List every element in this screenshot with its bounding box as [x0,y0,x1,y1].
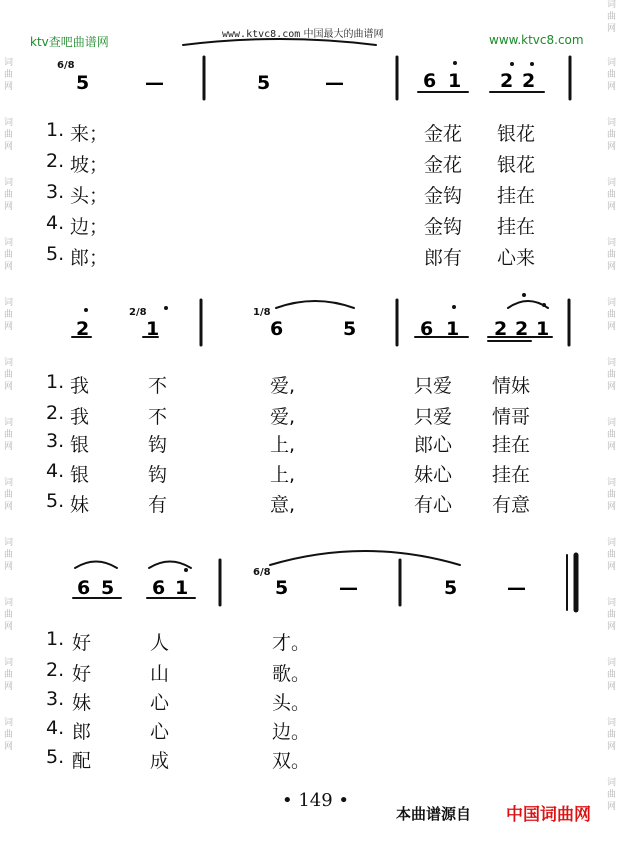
lyric-text: 成 [150,750,170,772]
time-signature: 6/8 [57,60,75,71]
lyric-text: 妹心 [414,464,453,486]
lyric-text: 边。 [272,721,311,743]
note: 1 [448,70,462,92]
lyric-text: 金花 [424,123,463,145]
verse-number: 3. [46,430,65,452]
note: 6 [152,577,166,599]
lyric-text: 我 [70,406,90,428]
lyric-text: 头。 [272,692,311,714]
verse-number: 1. [46,371,65,393]
lyric-text: 不 [148,375,168,397]
tie-slur [75,562,117,569]
lyric-text: 人 [150,632,170,654]
watermark-center-text: 中国最大的曲谱网 [303,29,384,40]
note-dash: — [145,72,164,94]
note: 2 [515,318,529,340]
note: 5 [343,318,357,340]
side-watermark-right: 词 曲 网 词 曲 网 词 曲 网 词 曲 网 词 曲 网 词 曲 网 词 曲 网 词 曲 网 词 曲 网 词 曲 网 词 曲 网 词 曲 网 词 曲 网 词 曲 网 [607,0,617,812]
note: 5 [257,72,271,94]
note: 2 [76,318,90,340]
lyric-text: 挂在 [492,464,531,486]
lyric-text: 银花 [497,154,536,176]
time-signature: 6/8 [253,567,271,578]
lyric-text: 坡； [70,154,109,176]
lyric-text: 心 [150,692,170,714]
side-watermark-left: 词 曲 网 词 曲 网 词 曲 网 词 曲 网 词 曲 网 词 曲 网 词 曲 网 词 曲 网 词 曲 网 词 曲 网 词 曲 网 词 曲 网 [4,58,14,752]
note: 6 [270,318,284,340]
verse-number: 2. [46,402,65,424]
note-dash: — [507,577,526,599]
source-site-link[interactable]: 中国词曲网 [506,805,591,825]
verse-number: 3. [46,688,65,710]
note-dash: — [339,577,358,599]
note: 2 [494,318,508,340]
verse-number: 5. [46,746,65,768]
note: 2 [522,70,536,92]
lyric-text: 不 [148,406,168,428]
lyric-text: 边； [70,216,109,238]
verse-number: 5. [46,243,65,265]
lyric-text: 来； [70,123,109,145]
lyric-text: 银 [70,434,90,456]
verse-number: 2. [46,150,65,172]
note: 6 [77,577,91,599]
lyric-text: 郎 [72,721,92,743]
lyric-text: 银 [70,464,90,486]
note: 5 [101,577,115,599]
lyric-text: 爱, [270,375,296,397]
note: 1 [446,318,460,340]
note: 5 [76,72,90,94]
lyric-text: 心 [150,721,170,743]
lyric-text: 上, [270,434,296,456]
lyric-text: 银花 [497,123,536,145]
lyric-text: 情妹 [492,375,531,397]
lyric-text: 上, [270,464,296,486]
lyric-text: 有心 [414,494,453,516]
lyric-text: 心来 [497,247,536,269]
lyric-text: 郎有 [424,247,463,269]
lyric-text: 山 [150,663,170,685]
time-signature: 1/8 [253,307,271,318]
verse-number: 4. [46,212,65,234]
lyric-text: 妹 [72,692,92,714]
tie-slur [276,301,354,308]
note: 1 [175,577,189,599]
verse-number: 1. [46,119,65,141]
note: 1 [146,318,160,340]
note: 5 [275,577,289,599]
lyric-text: 金钩 [424,185,463,207]
tie-slur [270,551,460,565]
page-number: • 149 • [282,790,350,811]
lyric-text: 郎心 [414,434,453,456]
lyric-text: 配 [72,750,92,772]
lyric-text: 只爱 [414,406,453,428]
lyric-text: 头； [70,185,109,207]
lyric-text: 有 [148,494,168,516]
verse-number: 4. [46,717,65,739]
lyric-text: 爱, [270,406,296,428]
note: 6 [423,70,437,92]
lyric-text: 意, [270,494,296,516]
note: 6 [420,318,434,340]
lyric-text: 妹 [70,494,90,516]
watermark-center-url: www.ktvc8.com [222,29,301,40]
lyric-text: 挂在 [497,216,536,238]
lyric-text: 我 [70,375,90,397]
lyric-text: 只爱 [414,375,453,397]
lyric-text: 双。 [272,750,311,772]
watermark-url-right: www.ktvc8.com [489,33,584,47]
tie-slur [508,301,548,308]
lyric-text: 金钩 [424,216,463,238]
verse-number: 3. [46,181,65,203]
verse-number: 1. [46,628,65,650]
note: 2 [500,70,514,92]
note: 1 [536,318,550,340]
verse-number: 4. [46,460,65,482]
lyric-text: 挂在 [492,434,531,456]
lyric-text: 金花 [424,154,463,176]
lyric-text: 挂在 [497,185,536,207]
lyric-text: 情哥 [492,406,531,428]
note-dash: — [325,72,344,94]
lyric-text: 好 [72,663,92,685]
lyric-text: 钩 [148,464,168,486]
lyric-text: 才。 [272,632,311,654]
note: 5 [444,577,458,599]
tie-slur [183,39,376,45]
lyric-text: 郎； [70,247,109,269]
lyric-text: 歌。 [272,663,311,685]
lyric-text: 好 [72,632,92,654]
lyric-text: 有意 [492,494,531,516]
source-label: 本曲谱源自 [396,805,472,823]
tie-slur [149,562,191,569]
watermark-site-name: ktv查吧曲谱网 [30,35,109,49]
verse-number: 5. [46,490,65,512]
time-signature: 2/8 [129,307,147,318]
lyric-text: 钩 [148,434,168,456]
verse-number: 2. [46,659,65,681]
